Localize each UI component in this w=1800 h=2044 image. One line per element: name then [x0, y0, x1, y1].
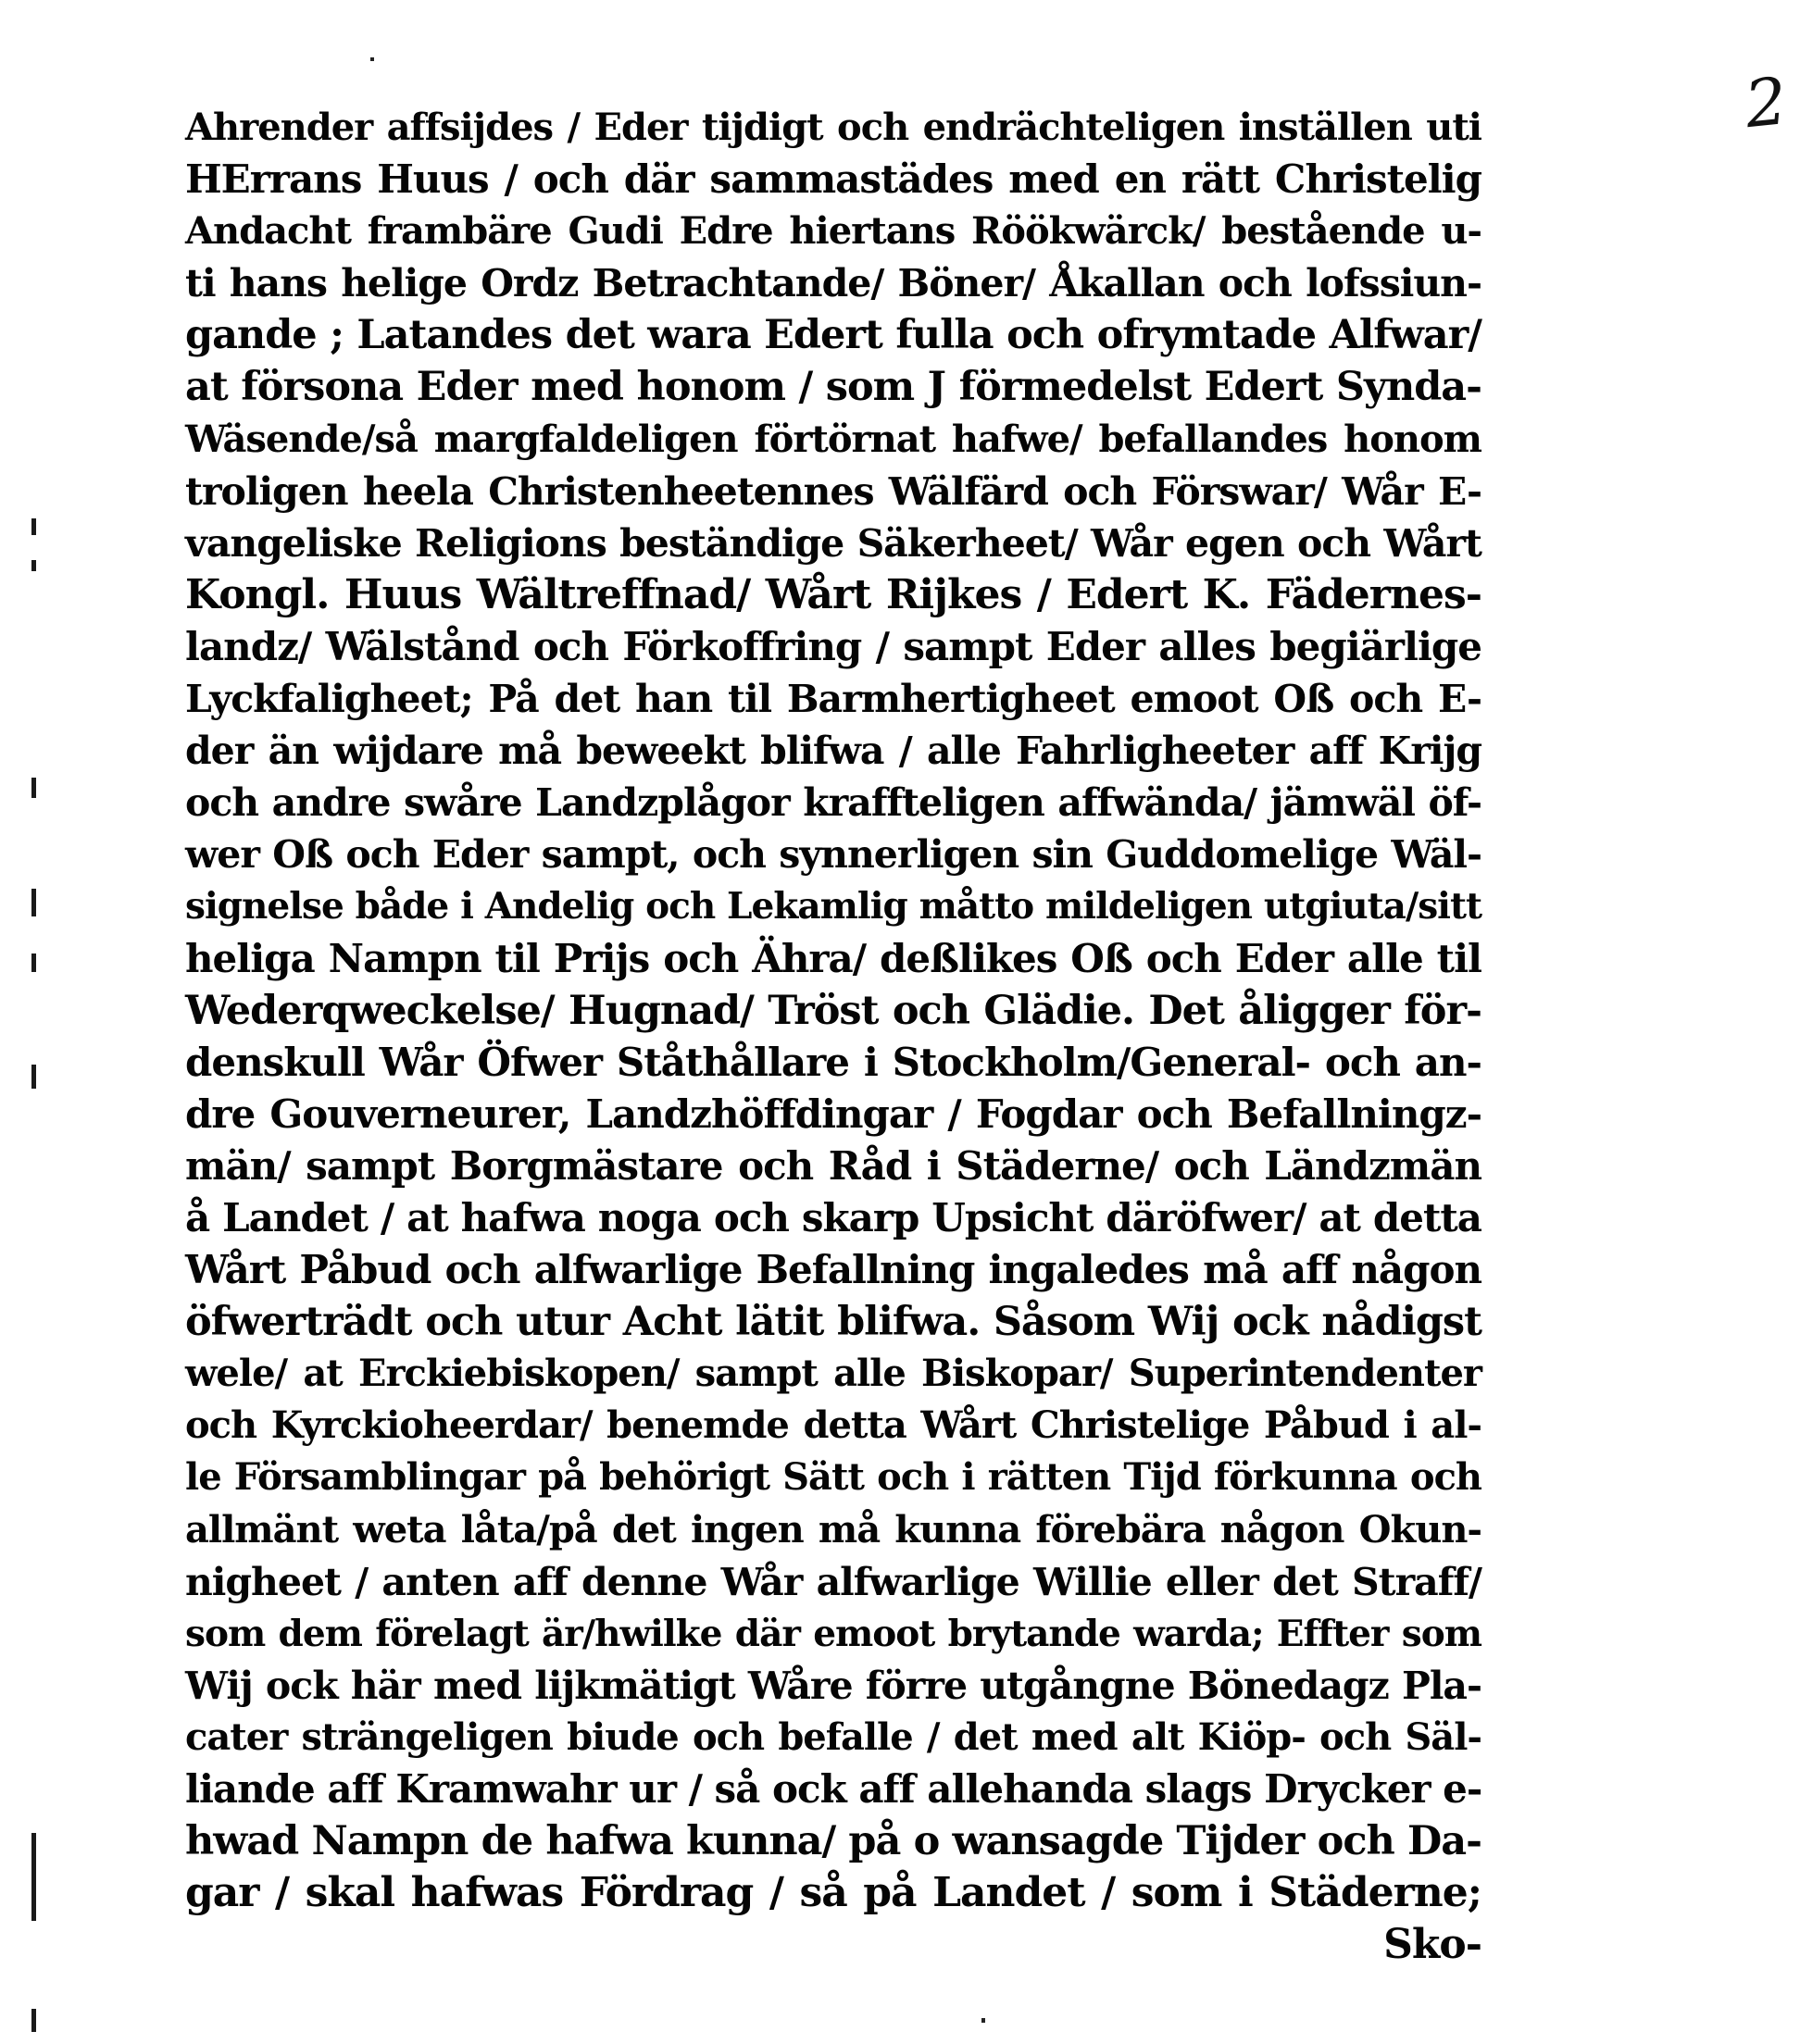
text-line: öfwerträdt och utur Acht lätit blifwa. Såsom Wij ock nådigst	[185, 1299, 1481, 1346]
text-line: Wij ock här med lijkmätigt Wåre förre utgångne Bönedagz Pla-	[185, 1663, 1481, 1708]
text-line: Wårt Påbud och alfwarlige Befallning ingaledes må aff någon	[185, 1247, 1481, 1293]
text-line: dre Gouverneurer, Landzhöffdingar / Fogdar och Befallningz-	[185, 1091, 1481, 1137]
text-line: Andacht frambäre Gudi Edre hiertans Röökwärck/ bestående u-	[185, 209, 1481, 254]
text-line: liande aff Kramwahr ur / så ock aff allehanda slags Drycker e-	[185, 1766, 1482, 1812]
catchword: Sko-	[1383, 1921, 1481, 1969]
margin-mark	[31, 560, 36, 571]
text-line: le Församblingar på behörigt Sätt och i rätten Tijd förkunna och	[185, 1455, 1481, 1500]
text-line: der än wijdare må beweekt blifwa / alle Fahrligheeter aff Krijg	[185, 729, 1481, 774]
margin-mark	[31, 1833, 36, 1921]
text-line: wele/ at Erckiebiskopen/ sampt alle Biskopar/ Superintendenter	[185, 1352, 1481, 1396]
body-text	[185, 102, 1481, 1971]
text-line: cater strängeligen biude och befalle / det med alt Kiöp- och Säl-	[185, 1714, 1481, 1759]
text-line: Kongl. Huus Wältreffnad/ Wårt Rijkes / Edert K. Fädernes-	[185, 570, 1481, 618]
text-line: som dem förelagt är/hwilke där emoot brytande warda; Effter som	[185, 1612, 1481, 1655]
margin-mark	[31, 2009, 36, 2032]
text-line: at försona Eder med honom / som J förmedelst Edert Synda-	[185, 364, 1481, 411]
margin-mark	[31, 889, 36, 916]
text-line: Wäsende/så margfaldeligen förtörnat hafwe/ befallandes honom	[185, 417, 1481, 461]
text-line: nigheet / anten aff denne Wår alfwarlige Willie eller det Straff/	[185, 1559, 1481, 1604]
page-number: 2	[1741, 62, 1791, 143]
text-line: Ahrender affsijdes / Eder tijdigt och endrächteligen inställen uti	[185, 106, 1481, 149]
text-line: denskull Wår Öfwer Ståthållare i Stockholm/General- och an-	[185, 1039, 1481, 1085]
text-line: Lyckfaligheet; På det han til Barmhertigheet emoot Oß och E-	[185, 677, 1481, 722]
text-line: vangeliske Religions beständige Säkerheet/ Wår egen och Wårt	[185, 520, 1481, 566]
text-line: och Kyrckioheerdar/ benemde detta Wårt Christelige Påbud i al-	[185, 1403, 1481, 1448]
scan-speck	[370, 57, 374, 61]
text-line: wer Oß och Eder sampt, och synnerligen sin Guddomelige Wäl-	[185, 832, 1481, 878]
text-line: heliga Nampn til Prijs och Ähra/ deßlikes Oß och Eder alle til	[185, 935, 1481, 981]
text-line: landz/ Wälstånd och Förkoffring / sampt Eder alles begiärlige	[185, 623, 1481, 669]
scan-speck	[981, 2018, 985, 2023]
margin-mark	[31, 518, 36, 535]
text-line: allmänt weta låta/på det ingen må kunna förebära någon Okun-	[185, 1507, 1481, 1552]
text-line: män/ sampt Borgmästare och Råd i Städerne/ och Ländzmän	[185, 1142, 1481, 1189]
text-line: signelse både i Andelig och Lekamlig måtto mildeligen utgiuta/sitt	[185, 885, 1481, 929]
text-line: Wederqweckelse/ Hugnad/ Tröst och Glädie. Det åligger för-	[185, 987, 1481, 1034]
text-line: hwad Nampn de hafwa kunna/ på o wansagde Tijder och Da-	[185, 1818, 1481, 1865]
text-line: å Landet / at hafwa noga och skarp Upsicht däröfwer/ at detta	[185, 1194, 1481, 1240]
margin-mark	[31, 1065, 36, 1089]
text-line: HErrans Huus / och där sammastädes med en rätt Christelig	[185, 156, 1481, 203]
text-line: gar / skal hafwas Fördrag / så på Landet / som i Städerne;	[185, 1869, 1481, 1917]
text-line: ti hans helige Ordz Betrachtande/ Böner/ Åkallan och lofssiun-	[185, 261, 1481, 306]
margin-mark	[31, 778, 36, 798]
text-line: gande ; Latandes det wara Edert fulla och ofrymtade Alfwar/	[185, 312, 1481, 359]
text-line: troligen heela Christenheetennes Wälfärd och Förswar/ Wår E-	[185, 468, 1481, 514]
text-line: och andre swåre Landzplågor kraffteligen affwända/ jämwäl öf-	[185, 780, 1481, 826]
margin-mark	[31, 953, 36, 972]
